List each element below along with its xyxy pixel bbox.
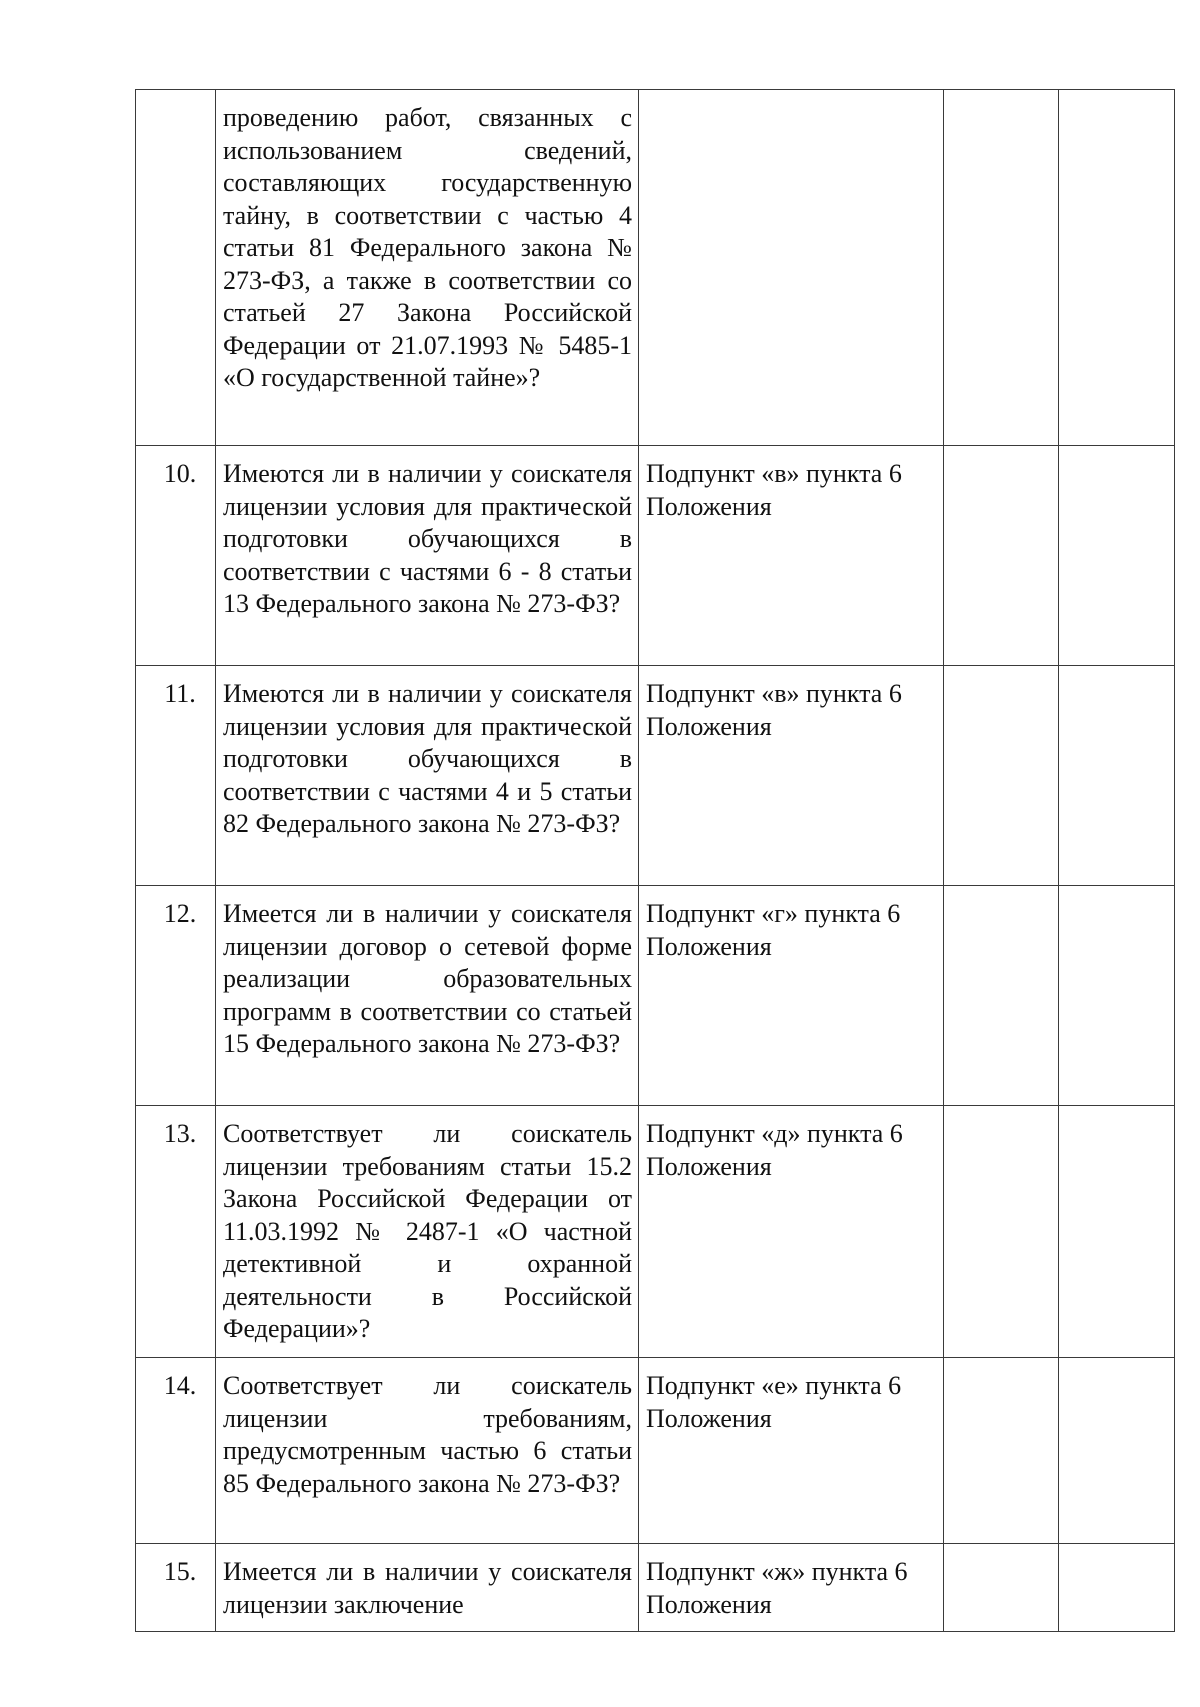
question-text: Имеется ли в наличии у соискателя лицензии договор о сетевой форме реализации образовательных программ в соответствии со статьей 15 Федерального закона № 273-ФЗ?: [216, 886, 639, 1106]
answer-cell: [944, 1544, 1059, 1632]
note-cell: [1059, 446, 1175, 666]
legal-reference: [639, 90, 944, 446]
note-cell: [1059, 1358, 1175, 1544]
table-row: [136, 446, 1175, 666]
row-number: 14.: [136, 1358, 216, 1544]
legal-reference: Подпункт «в» пункта 6 Положения: [639, 666, 944, 886]
answer-cell: [944, 90, 1059, 446]
row-number: 15.: [136, 1544, 216, 1632]
answer-cell: [944, 886, 1059, 1106]
table-row: [136, 1358, 1175, 1544]
table-row: [136, 90, 1175, 446]
table-row: [136, 1544, 1175, 1632]
legal-reference: Подпункт «е» пункта 6 Положения: [639, 1358, 944, 1544]
answer-cell: [944, 1358, 1059, 1544]
note-cell: [1059, 886, 1175, 1106]
question-text: Имеются ли в наличии у соискателя лицензии условия для практической подготовки обучающихся в соответствии с частями 6 - 8 статьи 13 Федерального закона № 273-ФЗ?: [216, 446, 639, 666]
question-text: проведению работ, связанных с использованием сведений, составляющих государственную тайну, в соответствии с частью 4 статьи 81 Федерального закона № 273-ФЗ, а также в соответствии со статьей 27 Закона Российской Федерации от 21.07.1993 № 5485-1 «О государственной тайне»?: [216, 90, 639, 446]
row-number: 12.: [136, 886, 216, 1106]
table-row: [136, 886, 1175, 1106]
table-row: [136, 666, 1175, 886]
question-text: Соответствует ли соискатель лицензии требованиям, предусмотренным частью 6 статьи 85 Федерального закона № 273-ФЗ?: [216, 1358, 639, 1544]
question-text: Имеются ли в наличии у соискателя лицензии условия для практической подготовки обучающихся в соответствии с частями 4 и 5 статьи 82 Федерального закона № 273-ФЗ?: [216, 666, 639, 886]
legal-reference: Подпункт «в» пункта 6 Положения: [639, 446, 944, 666]
row-number: [136, 90, 216, 446]
note-cell: [1059, 90, 1175, 446]
row-number: 13.: [136, 1106, 216, 1358]
checklist-table: [135, 89, 1175, 1632]
table-row: [136, 1106, 1175, 1358]
legal-reference: Подпункт «г» пункта 6 Положения: [639, 886, 944, 1106]
legal-reference: Подпункт «д» пункта 6 Положения: [639, 1106, 944, 1358]
note-cell: [1059, 666, 1175, 886]
answer-cell: [944, 1106, 1059, 1358]
note-cell: [1059, 1106, 1175, 1358]
legal-reference: Подпункт «ж» пункта 6 Положения: [639, 1544, 944, 1632]
question-text: Соответствует ли соискатель лицензии требованиям статьи 15.2 Закона Российской Федерации от 11.03.1992 № 2487-1 «О частной детективной и охранной деятельности в Российской Федерации»?: [216, 1106, 639, 1358]
answer-cell: [944, 446, 1059, 666]
answer-cell: [944, 666, 1059, 886]
row-number: 10.: [136, 446, 216, 666]
note-cell: [1059, 1544, 1175, 1632]
question-text: Имеется ли в наличии у соискателя лицензии заключение: [216, 1544, 639, 1632]
row-number: 11.: [136, 666, 216, 886]
